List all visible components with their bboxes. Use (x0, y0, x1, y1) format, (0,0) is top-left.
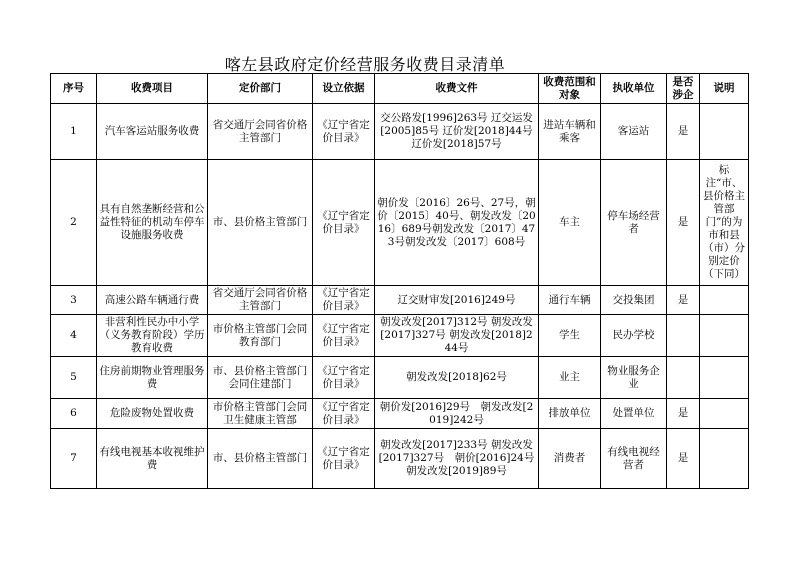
cell-enterprise: 是 (667, 286, 700, 315)
table-row (51, 160, 749, 286)
cell-scope: 消费者 (539, 429, 601, 489)
table-row (51, 315, 749, 357)
table-row (51, 429, 749, 489)
cell-enterprise (667, 315, 700, 357)
cell-item: 非营利性民办中小学（义务教育阶段）学历教育收费 (97, 315, 208, 357)
cell-scope: 进站车辆和乘客 (539, 104, 601, 160)
cell-no: 2 (51, 160, 97, 286)
cell-enterprise (667, 357, 700, 399)
cell-unit: 交投集团 (601, 286, 667, 315)
table-row (51, 357, 749, 399)
cell-scope: 通行车辆 (539, 286, 601, 315)
cell-dept: 省交通厅会同省价格主管部门 (208, 104, 313, 160)
cell-note (700, 104, 749, 160)
cell-enterprise: 是 (667, 160, 700, 286)
cell-file: 交公路发[1996]263号 辽交运发[2005]85号 辽价发[2018]44号 辽价发[2018]57号 (375, 104, 539, 160)
cell-no: 3 (51, 286, 97, 315)
cell-note (700, 399, 749, 429)
header-enterprise: 是否涉企 (667, 74, 700, 104)
cell-no: 4 (51, 315, 97, 357)
cell-note (700, 357, 749, 399)
table-row (51, 286, 749, 315)
cell-unit: 停车场经营者 (601, 160, 667, 286)
cell-file: 朝发改发[2018]62号 (375, 357, 539, 399)
cell-item: 具有自然垄断经营和公益性特征的机动车停车设施服务收费 (97, 160, 208, 286)
header-note: 说明 (700, 74, 749, 104)
cell-no: 1 (51, 104, 97, 160)
cell-item: 汽车客运站服务收费 (97, 104, 208, 160)
header-unit: 执收单位 (601, 74, 667, 104)
cell-scope: 排放单位 (539, 399, 601, 429)
header-file: 收费文件 (375, 74, 539, 104)
cell-item: 危险废物处置收费 (97, 399, 208, 429)
cell-note (700, 286, 749, 315)
cell-file: 朝价发〔2016〕26号、27号，朝价〔2015〕40号、朝发改发〔2016〕689号朝发改发〔2017〕473号朝发改发〔2017〕608号 (375, 160, 539, 286)
cell-file: 辽交财审发[2016]249号 (375, 286, 539, 315)
cell-no: 6 (51, 399, 97, 429)
cell-unit: 有线电视经营者 (601, 429, 667, 489)
cell-basis: 《辽宁省定价目录》 (313, 286, 375, 315)
cell-no: 5 (51, 357, 97, 399)
cell-basis: 《辽宁省定价目录》 (313, 160, 375, 286)
cell-item: 有线电视基本收视维护费 (97, 429, 208, 489)
cell-no: 7 (51, 429, 97, 489)
cell-dept: 市价格主管部门会同教育部门 (208, 315, 313, 357)
cell-enterprise: 是 (667, 429, 700, 489)
cell-basis: 《辽宁省定价目录》 (313, 399, 375, 429)
cell-unit: 处置单位 (601, 399, 667, 429)
cell-enterprise: 是 (667, 104, 700, 160)
cell-note (700, 429, 749, 489)
cell-file: 朝价发[2016]29号 朝发改发[2019]242号 (375, 399, 539, 429)
cell-item: 住房前期物业管理服务费 (97, 357, 208, 399)
cell-file: 朝发改发[2017]233号 朝发改发[2017]327号 朝价[2016]24号 朝发改发[2019]89号 (375, 429, 539, 489)
cell-note: 标注“市、县价格主管部门”的为市和县（市）分别定价（下同） (700, 160, 749, 286)
cell-scope: 车主 (539, 160, 601, 286)
fee-table (50, 73, 749, 489)
header-basis: 设立依据 (313, 74, 375, 104)
table-row (51, 399, 749, 429)
cell-dept: 省交通厅会同省价格主管部门 (208, 286, 313, 315)
table-row (51, 104, 749, 160)
cell-unit: 物业服务企业 (601, 357, 667, 399)
cell-scope: 业主 (539, 357, 601, 399)
header-no: 序号 (51, 74, 97, 104)
cell-item: 高速公路车辆通行费 (97, 286, 208, 315)
cell-file: 朝发改发[2017]312号 朝发改发[2017]327号 朝发改发[2018]244号 (375, 315, 539, 357)
cell-basis: 《辽宁省定价目录》 (313, 429, 375, 489)
cell-dept: 市、县价格主管部门 (208, 429, 313, 489)
cell-dept: 市、县价格主管部门 (208, 160, 313, 286)
cell-unit: 民办学校 (601, 315, 667, 357)
header-item: 收费项目 (97, 74, 208, 104)
header-dept: 定价部门 (208, 74, 313, 104)
cell-basis: 《辽宁省定价目录》 (313, 357, 375, 399)
table-header-row (51, 74, 749, 104)
cell-basis: 《辽宁省定价目录》 (313, 315, 375, 357)
cell-dept: 市价格主管部门会同卫生健康主管部 (208, 399, 313, 429)
cell-note (700, 315, 749, 357)
header-scope: 收费范围和对象 (539, 74, 601, 104)
cell-enterprise: 是 (667, 399, 700, 429)
cell-unit: 客运站 (601, 104, 667, 160)
cell-scope: 学生 (539, 315, 601, 357)
cell-dept: 市、县价格主管部门会同住建部门 (208, 357, 313, 399)
cell-basis: 《辽宁省定价目录》 (313, 104, 375, 160)
document-title: 喀左县政府定价经营服务收费目录清单 (224, 55, 506, 74)
